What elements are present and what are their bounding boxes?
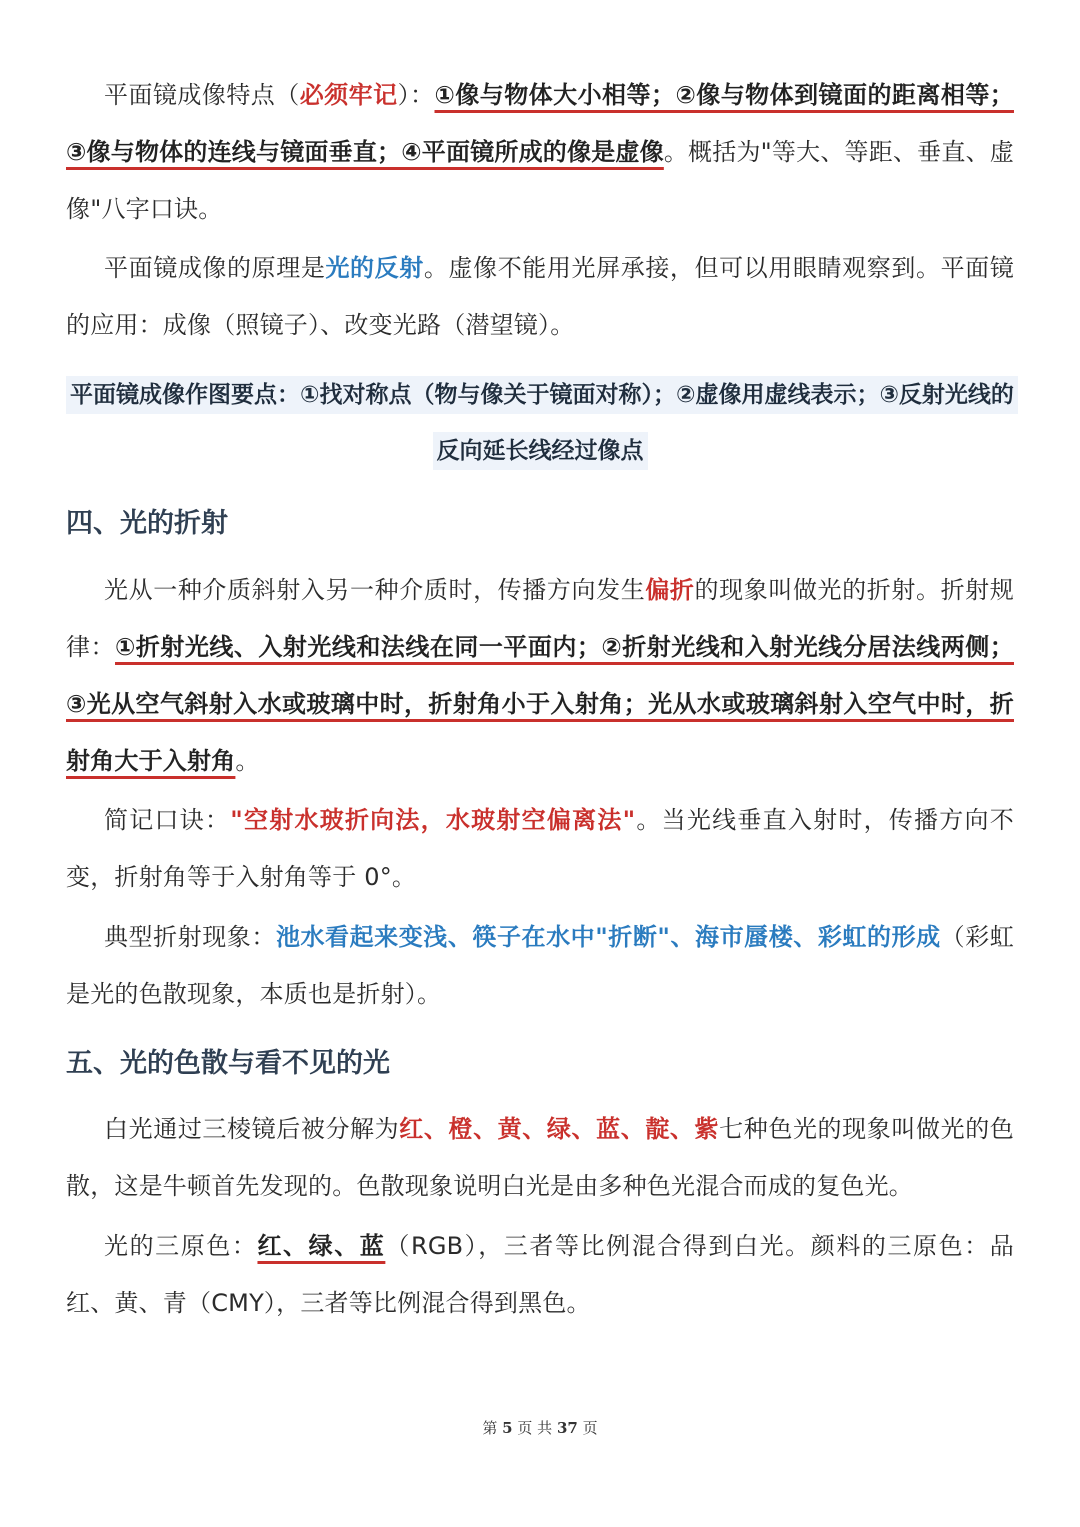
text: 。概括为"等大、等距、垂直、虚像"八字口诀。 — [66, 138, 1014, 223]
underlined-refraction-rules: ①折射光线、入射光线和法线在同一平面内；②折射光线和入射光线分居法线两侧；③光从空气斜射入水或玻璃中时，折射角小于入射角；光从水或玻璃斜射入空气中时，折射角大于入射角 — [66, 633, 1014, 775]
text: ）： — [397, 81, 435, 109]
drawing-tips-box — [66, 367, 1014, 479]
text: 。当光线垂直入射时，传播方向不变，折射角等于入射角等于 0°。 — [66, 806, 1014, 891]
section-heading-dispersion: 五、光的色散与看不见的光 — [66, 1048, 390, 1079]
text: 。 — [235, 747, 260, 775]
paragraph-refraction-definition — [66, 562, 1014, 790]
paragraph-refraction-examples — [66, 909, 1014, 1023]
text: 。虚像不能用光屏承接，但可以用眼睛观察到。平面镜的应用：成像（照镜子）、改变光路（潜望镜）。 — [66, 254, 1014, 339]
emphasis-examples: 池水看起来变浅、筷子在水中"折断"、海市蜃楼、彩虹的形成 — [275, 923, 941, 951]
paragraph-mirror-principle — [66, 240, 1014, 354]
emphasis-reflection: 光的反射 — [325, 254, 424, 282]
footer-suffix: 页 — [582, 1419, 598, 1437]
text: 平面镜成像的原理是 — [104, 254, 326, 282]
underlined-key-points: ①像与物体大小相等；②像与物体到镜面的距离相等；③像与物体的连线与镜面垂直；④平面镜所成的像是虚像 — [66, 81, 1014, 166]
paragraph-primary-colors — [66, 1218, 1014, 1332]
text: 七种色光的现象叫做光的色散，这是牛顿首先发现的。色散现象说明白光是由多种色光混合而成的复色光。 — [66, 1115, 1014, 1200]
text: 平面镜成像特点（ — [104, 81, 300, 109]
text: 简记口诀： — [104, 806, 231, 834]
emphasis-must-remember: 必须牢记 — [299, 81, 398, 109]
page-footer — [0, 1417, 1080, 1438]
underlined-rgb: 红、绿、蓝 — [257, 1232, 386, 1260]
text: （RGB），三者等比例混合得到白光。颜料的三原色：品红、黄、青（CMY），三者等比例混合得到黑色。 — [66, 1232, 1014, 1317]
text: （彩虹是光的色散现象，本质也是折射）。 — [66, 923, 1014, 1008]
emphasis-seven-colors: 红、橙、黄、绿、蓝、靛、紫 — [399, 1115, 720, 1143]
emphasis-mnemonic: "空射水玻折向法，水玻射空偏离法" — [230, 806, 636, 834]
emphasis-deflection: 偏折 — [645, 576, 695, 604]
text: 典型折射现象： — [104, 923, 276, 951]
section-heading-refraction: 四、光的折射 — [66, 508, 228, 539]
text: 的现象叫做光的折射。折射规律： — [66, 576, 1014, 661]
paragraph-mnemonic — [66, 792, 1014, 906]
paragraph-mirror-features — [66, 67, 1014, 238]
text: 光从一种介质斜射入另一种介质时，传播方向发生 — [104, 576, 646, 604]
text: 光的三原色： — [104, 1232, 258, 1260]
footer-mid: 页 共 — [517, 1419, 553, 1437]
footer-prefix: 第 — [482, 1419, 498, 1437]
footer-page-number: 5 — [502, 1419, 513, 1437]
drawing-tips-text: 平面镜成像作图要点：①找对称点（物与像关于镜面对称）；②虚像用虚线表示；③反射光线的反向延长线经过像点 — [66, 376, 1018, 470]
text: 白光通过三棱镜后被分解为 — [104, 1115, 400, 1143]
paragraph-dispersion — [66, 1101, 1014, 1215]
footer-total-pages: 37 — [556, 1419, 578, 1437]
